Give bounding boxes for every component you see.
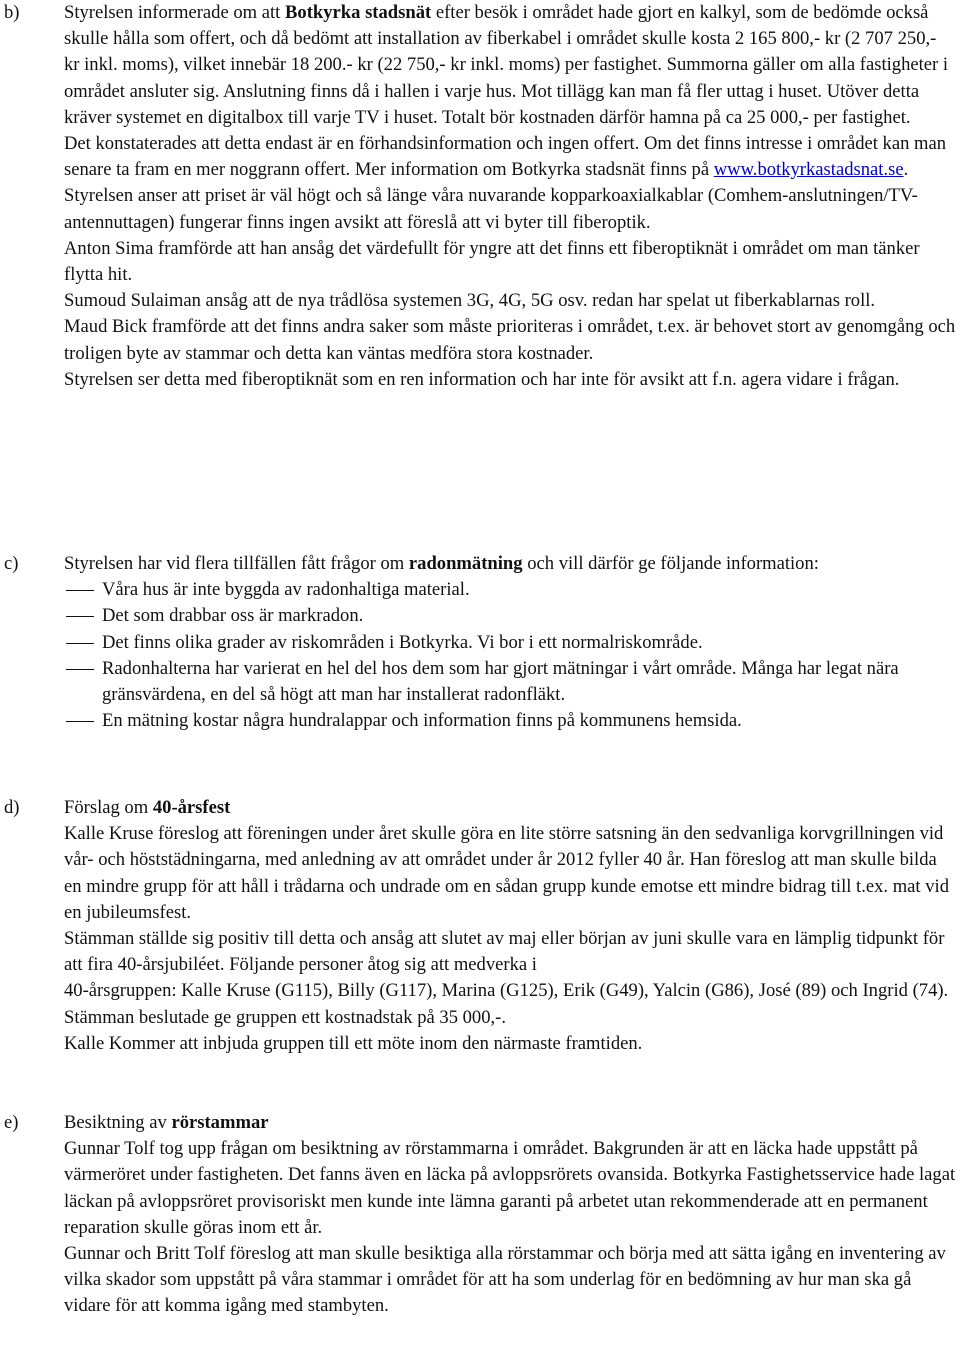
paragraph bbox=[64, 0, 956, 131]
text: Förslag om bbox=[64, 797, 153, 818]
text: efter besök i området hade gjort en kalkyl, som de bedömde också skulle hålla som offert, och då bedömt att installation av fiberkabel i området skulle kosta 2 165 800,- kr (2 707 250,- kr inkl. moms), vilket innebär 18 200.- kr (22 750,- kr inkl. moms) per fastighet. Summorna gäller om alla fastigheter i området ansluter sig. Anslutning finns då i hallen i varje hus. Mot tillägg kan man få fler uttag i huset. Utöver detta kräver systemet en digitalbox till varje TV i huset. Totalt bör kostnaden därför hamna på ca 25 000,- per fastighet. bbox=[64, 2, 949, 128]
text: . bbox=[903, 159, 909, 181]
stadsnat-link[interactable]: www.botkyrkastadsnat.se bbox=[713, 159, 904, 181]
section-b-content bbox=[64, 0, 956, 393]
text: Besiktning av bbox=[64, 1112, 172, 1133]
paragraph bbox=[64, 551, 956, 577]
paragraph: Styrelsen ser detta med fiberoptiknät som en ren information och har inte för avsikt att f.n. agera vidare i frågan. bbox=[64, 368, 900, 390]
text: Styrelsen har vid flera tillfällen fått frågor om bbox=[64, 553, 409, 574]
paragraph bbox=[64, 131, 956, 183]
paragraph: Gunnar Tolf tog upp frågan om besiktning av rörstammarna i området. Bakgrunden är att en läcka hade uppstått på värmeröret under fastigheten. Det fanns även en läcka på avloppsrörets ovansida. Botkyrka Fastighetsservice hade lagat läckan på avloppsröret provisoriskt men kunde inte lämna garanti på arbetet utan rekommenderade att en permanent reparation skulle göras inom ett år. bbox=[64, 1138, 956, 1238]
paragraph: 40-årsgruppen: Kalle Kruse (G115), Billy (G117), Marina (G125), Erik (G49), Yalcin (G86), José (89) och Ingrid (74). bbox=[64, 980, 949, 1002]
section-letter: c) bbox=[4, 553, 19, 574]
paragraph: Stämman beslutade ge gruppen ett kostnadstak på 35 000,-. bbox=[64, 1006, 507, 1028]
paragraph: Stämman ställde sig positiv till detta och ansåg att slutet av maj eller början av juni skulle vara en lämplig tidpunkt för att fira 40-årsjubiléet. Följande personer åtog sig att medverka i bbox=[64, 928, 945, 976]
paragraph: Gunnar och Britt Tolf föreslog att man skulle besiktiga alla rörstammar och börja med att sätta igång en inventering av vilka skador som uppstått på våra stammar i området för att ha som underlag för en bedömning av hur man ska gå vidare för att komma igång med stambyten. bbox=[64, 1243, 946, 1317]
section-d-content bbox=[64, 795, 956, 1057]
text: Styrelsen informerade om att bbox=[64, 2, 285, 23]
list-item: Det som drabbar oss är markradon. bbox=[64, 603, 956, 629]
list-item: En mätning kostar några hundralappar och information finns på kommunens hemsida. bbox=[64, 708, 956, 734]
bold-term: Botkyrka stadsnät bbox=[285, 2, 432, 23]
bold-term: 40-årsfest bbox=[152, 797, 231, 818]
section-letter: e) bbox=[4, 1112, 19, 1133]
section-letter: d) bbox=[4, 797, 20, 818]
list-item: Det finns olika grader av riskområden i Botkyrka. Vi bor i ett normalriskområde. bbox=[64, 630, 956, 656]
section-letter: b) bbox=[4, 2, 20, 23]
bold-term: rörstammar bbox=[171, 1112, 269, 1133]
list-item: Våra hus är inte byggda av radonhaltiga material. bbox=[64, 577, 956, 603]
section-heading bbox=[64, 1110, 956, 1136]
paragraph: Kalle Kommer att inbjuda gruppen till ett möte inom den närmaste framtiden. bbox=[64, 1032, 643, 1054]
section-c-content bbox=[64, 551, 956, 734]
bold-term: radonmätning bbox=[408, 553, 523, 574]
section-heading bbox=[64, 795, 956, 821]
section-e-content bbox=[64, 1110, 956, 1320]
paragraph: Sumoud Sulaiman ansåg att de nya trådlösa systemen 3G, 4G, 5G osv. redan har spelat ut fiberkablarnas roll. bbox=[64, 290, 876, 312]
radon-list bbox=[64, 577, 956, 734]
text: och vill därför ge följande information: bbox=[522, 553, 819, 574]
text: Det konstaterades att detta endast är en förhandsinformation och ingen offert. Om det finns intresse i området kan man senare ta fram en mer noggrann offert. Mer information om Botkyrka stadsnät finns på bbox=[64, 133, 947, 181]
list-item: Radonhalterna har varierat en hel del hos dem som har gjort mätningar i vårt område. Många har legat nära gränsvärdena, en del så högt att man har installerat radonfläkt. bbox=[64, 656, 956, 708]
paragraph: Styrelsen anser att priset är väl högt och så länge våra nuvarande kopparkoaxialkablar (Comhem-anslutningen/TV-antennuttagen) fungerar finns ingen avsikt att föreslå att vi byter till fiberoptik. bbox=[64, 185, 918, 233]
paragraph: Anton Sima framförde att han ansåg det värdefullt för yngre att det finns ett fiberoptiknät i området om man tänker flytta hit. bbox=[64, 237, 920, 286]
paragraph: Maud Bick framförde att det finns andra saker som måste prioriteras i området, t.ex. är behovet stort av genomgång och troligen byte av stammar och detta kan väntas medföra stora kostnader. bbox=[64, 316, 956, 364]
paragraph: Kalle Kruse föreslog att föreningen under året skulle göra en lite större satsning än den sedvanliga korvgrillningen vid vår- och höststädningarna, med anledning av att området under år 2012 fyller 40 år. Han föreslog att man skulle bilda en mindre grupp för att håll i trådarna och undrade om en sådan grupp kunde emotse ett mindre bidrag till t.ex. mat vid en jubileumsfest. bbox=[64, 823, 950, 923]
